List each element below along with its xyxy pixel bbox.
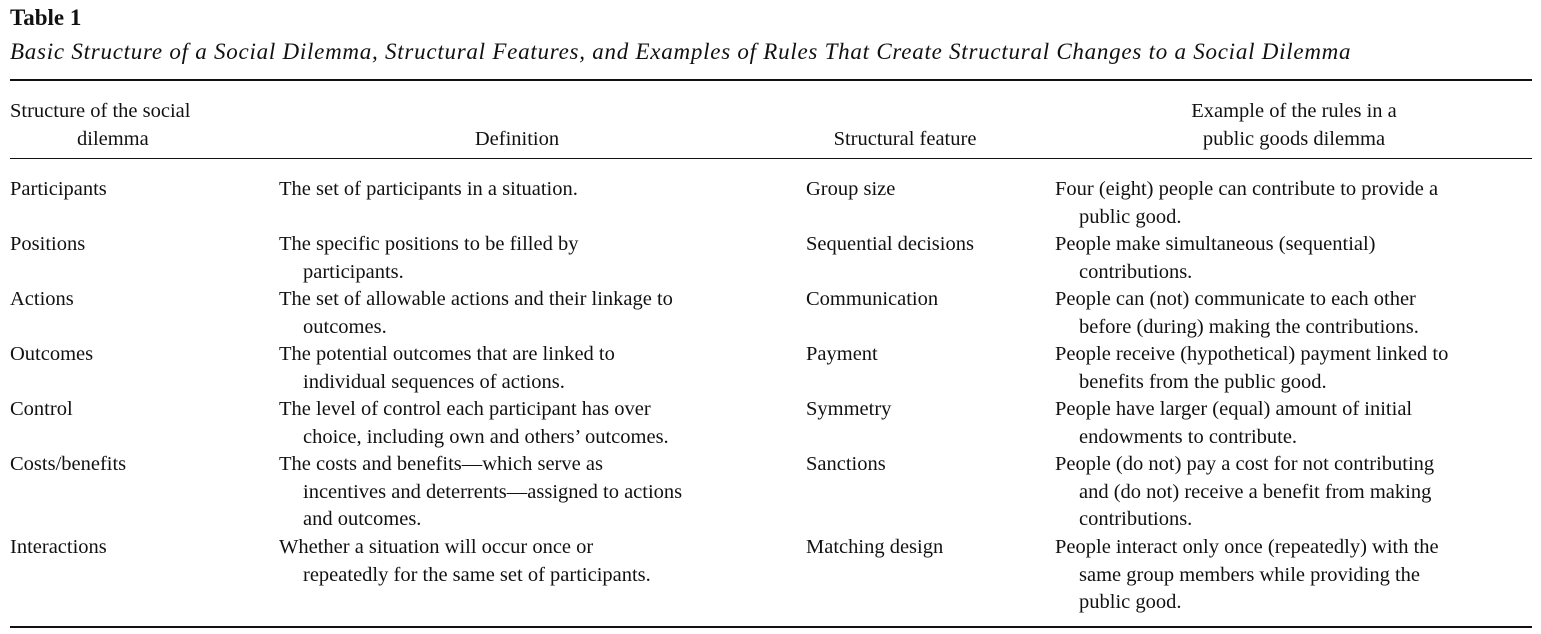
cell-example xyxy=(1055,286,1419,341)
cell-definition-line: outcomes. xyxy=(303,315,387,338)
cell-example-line: People interact only once (repeatedly) with the xyxy=(1055,536,1439,558)
bottom-rule xyxy=(10,626,1532,628)
cell-definition xyxy=(279,341,615,396)
header-definition: Definition xyxy=(474,128,560,150)
cell-definition-line: The potential outcomes that are linked to xyxy=(279,343,615,365)
cell-structure: Positions xyxy=(10,233,86,255)
cell-definition xyxy=(279,534,651,589)
cell-example-line: People have larger (equal) amount of initial xyxy=(1055,398,1413,420)
header-structure-line-1: Structure of the social xyxy=(10,100,191,122)
cell-definition xyxy=(279,396,669,451)
cell-structural-feature: Sanctions xyxy=(806,453,886,475)
cell-example-line: People can (not) communicate to each other xyxy=(1055,288,1416,310)
cell-structural-feature: Communication xyxy=(806,288,939,310)
header-example-line-1: Example of the rules in a xyxy=(1191,100,1397,122)
cell-definition-line: The level of control each participant has over xyxy=(279,398,651,420)
cell-example-line: public good. xyxy=(1079,591,1182,613)
cell-structural-feature: Payment xyxy=(806,343,878,365)
cell-structural-feature: Matching design xyxy=(806,536,944,558)
cell-structure: Control xyxy=(10,398,73,420)
cell-structure: Participants xyxy=(10,178,107,200)
cell-example-line: benefits from the public good. xyxy=(1079,370,1327,393)
cell-definition-line: The set of participants in a situation. xyxy=(279,178,578,200)
cell-definition-line: choice, including own and others’ outcomes. xyxy=(303,425,669,448)
cell-definition xyxy=(279,176,578,204)
cell-example xyxy=(1055,231,1376,286)
cell-definition-line: individual sequences of actions. xyxy=(303,370,565,393)
header-structure-line-2: dilemma xyxy=(77,128,149,150)
cell-example-line: endowments to contribute. xyxy=(1079,425,1298,448)
cell-structural-feature: Sequential decisions xyxy=(806,233,974,255)
cell-structural-feature: Group size xyxy=(806,178,896,200)
cell-definition-line: The set of allowable actions and their linkage to xyxy=(279,288,673,310)
cell-definition-line: participants. xyxy=(303,260,404,283)
cell-structure: Outcomes xyxy=(10,343,94,365)
table-caption: Basic Structure of a Social Dilemma, Structural Features, and Examples of Rules That Create Structural Changes to a Social Dilemma xyxy=(10,39,1352,64)
cell-example xyxy=(1055,176,1438,231)
cell-example-line: contributions. xyxy=(1079,508,1193,530)
cell-definition-line: The costs and benefits—which serve as xyxy=(279,453,603,475)
cell-example-line: Four (eight) people can contribute to provide a xyxy=(1055,178,1439,200)
cell-example-line: public good. xyxy=(1079,205,1182,228)
cell-definition xyxy=(279,451,682,534)
cell-example-line: before (during) making the contributions. xyxy=(1079,315,1419,338)
cell-definition-line: repeatedly for the same set of participants. xyxy=(303,563,651,586)
header-rule xyxy=(10,158,1532,159)
cell-example-line: People (do not) pay a cost for not contributing xyxy=(1055,453,1435,475)
cell-definition-line: incentives and deterrents—assigned to actions xyxy=(303,480,683,503)
cell-structure: Actions xyxy=(10,288,74,310)
cell-structure: Costs/benefits xyxy=(10,453,127,475)
cell-example-line: contributions. xyxy=(1079,260,1193,283)
cell-example xyxy=(1055,451,1434,534)
cell-structural-feature: Symmetry xyxy=(806,398,892,420)
top-rule xyxy=(10,79,1532,81)
header-example-line-2: public goods dilemma xyxy=(1202,128,1386,150)
cell-example-line: same group members while providing the xyxy=(1079,563,1421,586)
cell-definition xyxy=(279,286,673,341)
cell-example-line: People receive (hypothetical) payment linked to xyxy=(1055,343,1449,365)
cell-example-line: People make simultaneous (sequential) xyxy=(1055,233,1376,255)
cell-definition xyxy=(279,231,578,286)
header-structural-feature: Structural feature xyxy=(833,128,977,150)
cell-example-line: and (do not) receive a benefit from making xyxy=(1079,480,1432,503)
cell-example xyxy=(1055,534,1439,617)
table-label: Table 1 xyxy=(10,5,82,30)
cell-definition-line: The specific positions to be filled by xyxy=(279,233,579,255)
cell-structure: Interactions xyxy=(10,536,107,558)
cell-example xyxy=(1055,341,1448,396)
cell-example xyxy=(1055,396,1412,451)
cell-definition-line: Whether a situation will occur once or xyxy=(279,536,594,558)
header-structure xyxy=(10,97,240,153)
cell-definition-line: and outcomes. xyxy=(303,508,422,530)
header-example-rules xyxy=(1144,97,1444,153)
